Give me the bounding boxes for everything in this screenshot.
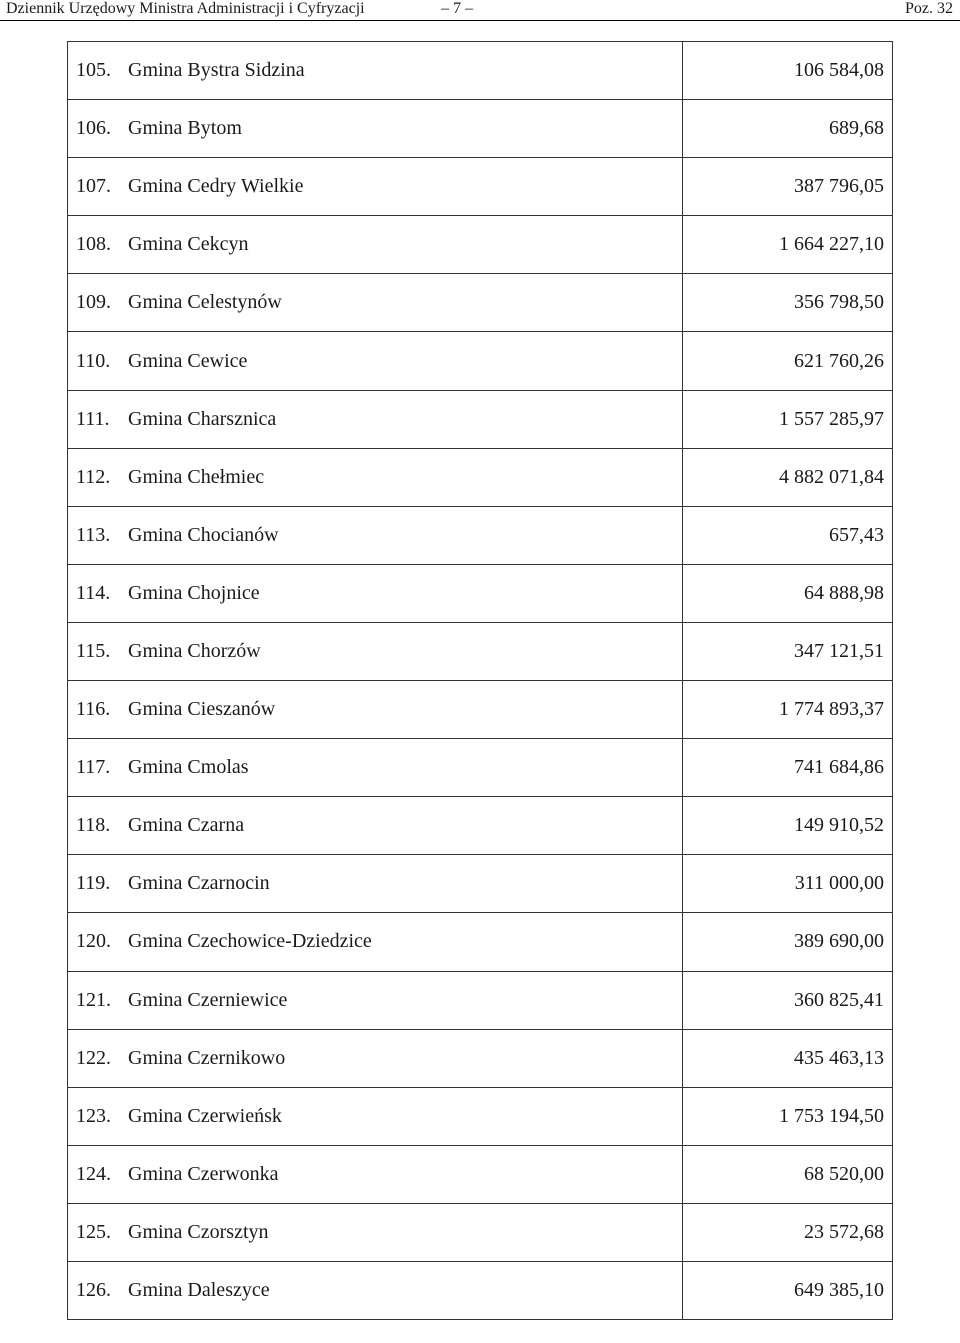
row-number: 119. (68, 855, 129, 913)
municipality-name: Gmina Cewice (128, 332, 683, 390)
table-row (68, 913, 893, 971)
amount-value: 356 798,50 (683, 274, 893, 332)
row-number: 121. (68, 971, 129, 1029)
journal-title: Dziennik Urzędowy Ministra Administracji i Cyfryzacji (6, 0, 365, 17)
page-number: – 7 – (441, 0, 473, 17)
municipality-name: Gmina Bystra Sidzina (128, 42, 683, 100)
table-row (68, 100, 893, 158)
municipality-name: Gmina Charsznica (128, 390, 683, 448)
row-number: 109. (68, 274, 129, 332)
row-number: 108. (68, 216, 129, 274)
municipality-name: Gmina Czerwonka (128, 1145, 683, 1203)
municipality-name: Gmina Chojnice (128, 564, 683, 622)
table-row (68, 622, 893, 680)
row-number: 124. (68, 1145, 129, 1203)
municipality-name: Gmina Chorzów (128, 622, 683, 680)
municipality-name: Gmina Czarna (128, 797, 683, 855)
amount-value: 621 760,26 (683, 332, 893, 390)
table-row (68, 681, 893, 739)
municipality-name: Gmina Cieszanów (128, 681, 683, 739)
row-number: 113. (68, 506, 129, 564)
allocation-table (67, 41, 893, 1320)
municipality-name: Gmina Cmolas (128, 739, 683, 797)
amount-value: 149 910,52 (683, 797, 893, 855)
table-row (68, 332, 893, 390)
municipality-name: Gmina Czechowice-Dziedzice (128, 913, 683, 971)
table-row (68, 390, 893, 448)
table-row (68, 971, 893, 1029)
table-row (68, 1029, 893, 1087)
amount-value: 1 753 194,50 (683, 1087, 893, 1145)
row-number: 112. (68, 448, 129, 506)
municipality-name: Gmina Celestynów (128, 274, 683, 332)
row-number: 106. (68, 100, 129, 158)
amount-value: 689,68 (683, 100, 893, 158)
position-number: Poz. 32 (905, 0, 953, 17)
municipality-name: Gmina Cekcyn (128, 216, 683, 274)
page-header (0, 0, 960, 21)
table-row (68, 564, 893, 622)
municipality-name: Gmina Czarnocin (128, 855, 683, 913)
table-row (68, 42, 893, 100)
amount-value: 4 882 071,84 (683, 448, 893, 506)
amount-value: 106 584,08 (683, 42, 893, 100)
municipality-name: Gmina Cedry Wielkie (128, 158, 683, 216)
table-row (68, 158, 893, 216)
row-number: 126. (68, 1261, 129, 1319)
allocation-table-body (68, 42, 893, 1320)
row-number: 122. (68, 1029, 129, 1087)
amount-value: 311 000,00 (683, 855, 893, 913)
row-number: 118. (68, 797, 129, 855)
municipality-name: Gmina Bytom (128, 100, 683, 158)
amount-value: 435 463,13 (683, 1029, 893, 1087)
amount-value: 23 572,68 (683, 1203, 893, 1261)
amount-value: 64 888,98 (683, 564, 893, 622)
amount-value: 741 684,86 (683, 739, 893, 797)
row-number: 125. (68, 1203, 129, 1261)
municipality-name: Gmina Chocianów (128, 506, 683, 564)
row-number: 116. (68, 681, 129, 739)
table-row (68, 739, 893, 797)
row-number: 110. (68, 332, 129, 390)
amount-value: 657,43 (683, 506, 893, 564)
table-row (68, 797, 893, 855)
row-number: 105. (68, 42, 129, 100)
amount-value: 1 557 285,97 (683, 390, 893, 448)
table-row (68, 216, 893, 274)
amount-value: 360 825,41 (683, 971, 893, 1029)
municipality-name: Gmina Czorsztyn (128, 1203, 683, 1261)
table-row (68, 1087, 893, 1145)
amount-value: 1 664 227,10 (683, 216, 893, 274)
amount-value: 389 690,00 (683, 913, 893, 971)
table-row (68, 274, 893, 332)
table-row (68, 1145, 893, 1203)
municipality-name: Gmina Czernikowo (128, 1029, 683, 1087)
municipality-name: Gmina Czerniewice (128, 971, 683, 1029)
row-number: 120. (68, 913, 129, 971)
amount-value: 387 796,05 (683, 158, 893, 216)
amount-value: 649 385,10 (683, 1261, 893, 1319)
table-row (68, 1261, 893, 1319)
municipality-name: Gmina Chełmiec (128, 448, 683, 506)
row-number: 123. (68, 1087, 129, 1145)
row-number: 117. (68, 739, 129, 797)
table-row (68, 1203, 893, 1261)
municipality-name: Gmina Czerwieńsk (128, 1087, 683, 1145)
row-number: 107. (68, 158, 129, 216)
row-number: 115. (68, 622, 129, 680)
amount-value: 1 774 893,37 (683, 681, 893, 739)
table-row (68, 506, 893, 564)
table-row (68, 855, 893, 913)
row-number: 111. (68, 390, 129, 448)
table-row (68, 448, 893, 506)
row-number: 114. (68, 564, 129, 622)
amount-value: 68 520,00 (683, 1145, 893, 1203)
amount-value: 347 121,51 (683, 622, 893, 680)
municipality-name: Gmina Daleszyce (128, 1261, 683, 1319)
